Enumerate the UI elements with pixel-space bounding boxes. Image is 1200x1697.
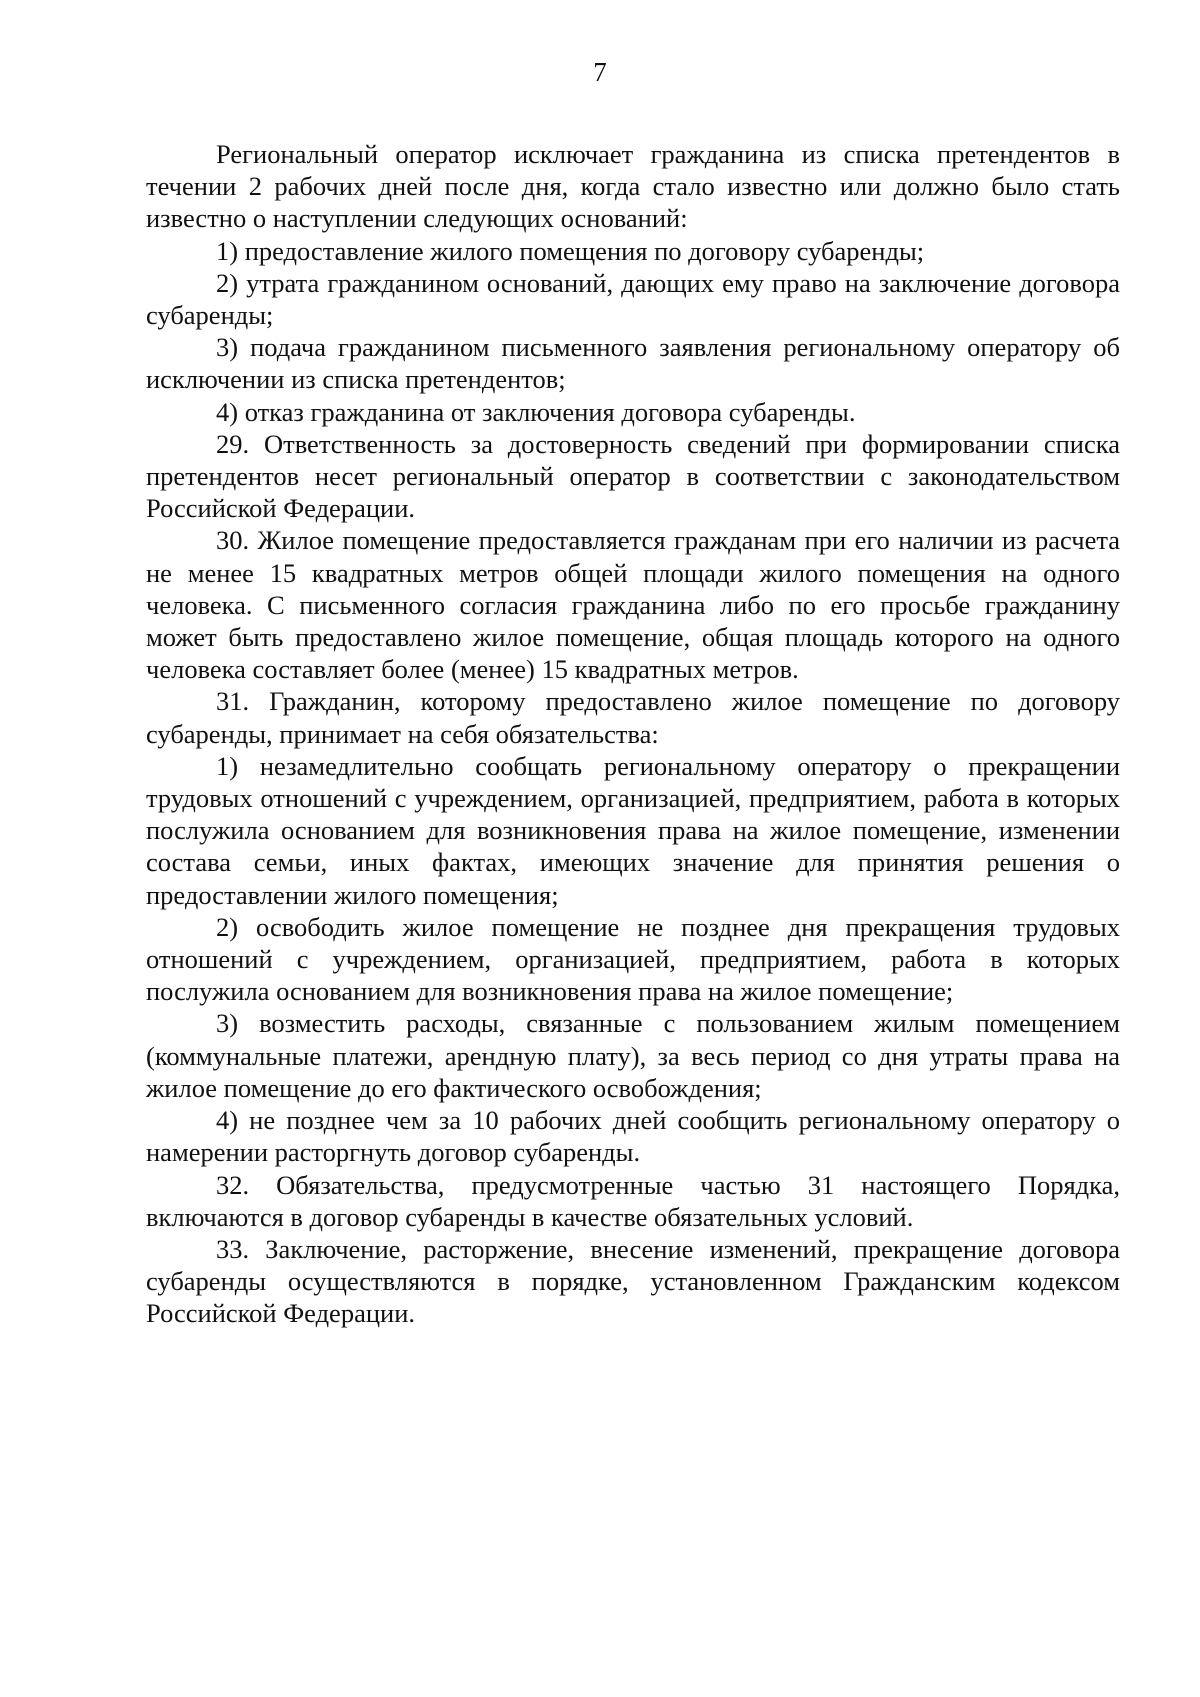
obligation-item-1: 1) незамедлительно сообщать региональному оператору о прекращении трудовых отношений с учреждением, организацией, предприятием, работа в которых послужила основанием для возникновения права на жилое помещение, изменении состава семьи, иных фактах, имеющих значение для принятия решения о предоставлении жилого помещения; — [146, 750, 1120, 910]
exclusion-item-1: 1) предоставление жилого помещения по договору субаренды; — [216, 235, 925, 266]
obligation-item-2: 2) освободить жилое помещение не позднее дня прекращения трудовых отношений с учреждением, организацией, предприятием, работа в которых послужила основанием для возникновения права на жилое помещение; — [146, 911, 1120, 1007]
clause-30: 30. Жилое помещение предоставляется гражданам при его наличии из расчета не менее 15 квадратных метров общей площади жилого помещения на одного человека. С письменного согласия гражданина либо по его просьбе гражданину может быть предоставлено жилое помещение, общая площадь которого на одного человека составляет более (менее) 15 квадратных метров. — [146, 525, 1120, 685]
obligation-item-4: 4) не позднее чем за 10 рабочих дней сообщить региональному оператору о намерении расторгнуть договор субаренды. — [146, 1105, 1120, 1168]
clause-33: 33. Заключение, расторжение, внесение изменений, прекращение договора субаренды осуществляются в порядке, установленном Гражданским кодексом Российской Федерации. — [146, 1233, 1120, 1329]
clause-32: 32. Обязательства, предусмотренные частью 31 настоящего Порядка, включаются в договор субаренды в качестве обязательных условий. — [146, 1169, 1120, 1232]
paragraph-exclusion-intro: Региональный оператор исключает гражданина из списка претендентов в течении 2 рабочих дней после дня, когда стало известно или должно было стать известно о наступлении следующих оснований: — [146, 139, 1120, 234]
exclusion-item-3: 3) подача гражданином письменного заявления региональному оператору об исключении из списка претендентов; — [146, 332, 1120, 395]
document-body — [146, 138, 1120, 1330]
clause-29: 29. Ответственность за достоверность сведений при формировании списка претендентов несет региональный оператор в соответствии с законодательством Российской Федерации. — [146, 428, 1120, 524]
clause-31: 31. Гражданин, которому предоставлено жилое помещение по договору субаренды, принимает на себя обязательства: — [146, 686, 1120, 749]
page-number: 7 — [593, 57, 607, 87]
exclusion-item-4: 4) отказ гражданина от заключения договора субаренды. — [216, 396, 856, 427]
exclusion-item-2: 2) утрата гражданином оснований, дающих ему право на заключение договора субаренды; — [146, 267, 1120, 331]
obligation-item-3: 3) возместить расходы, связанные с пользованием жилым помещением (коммунальные платежи, арендную плату), за весь период со дня утраты права на жилое помещение до его фактического освобождения; — [146, 1008, 1120, 1103]
